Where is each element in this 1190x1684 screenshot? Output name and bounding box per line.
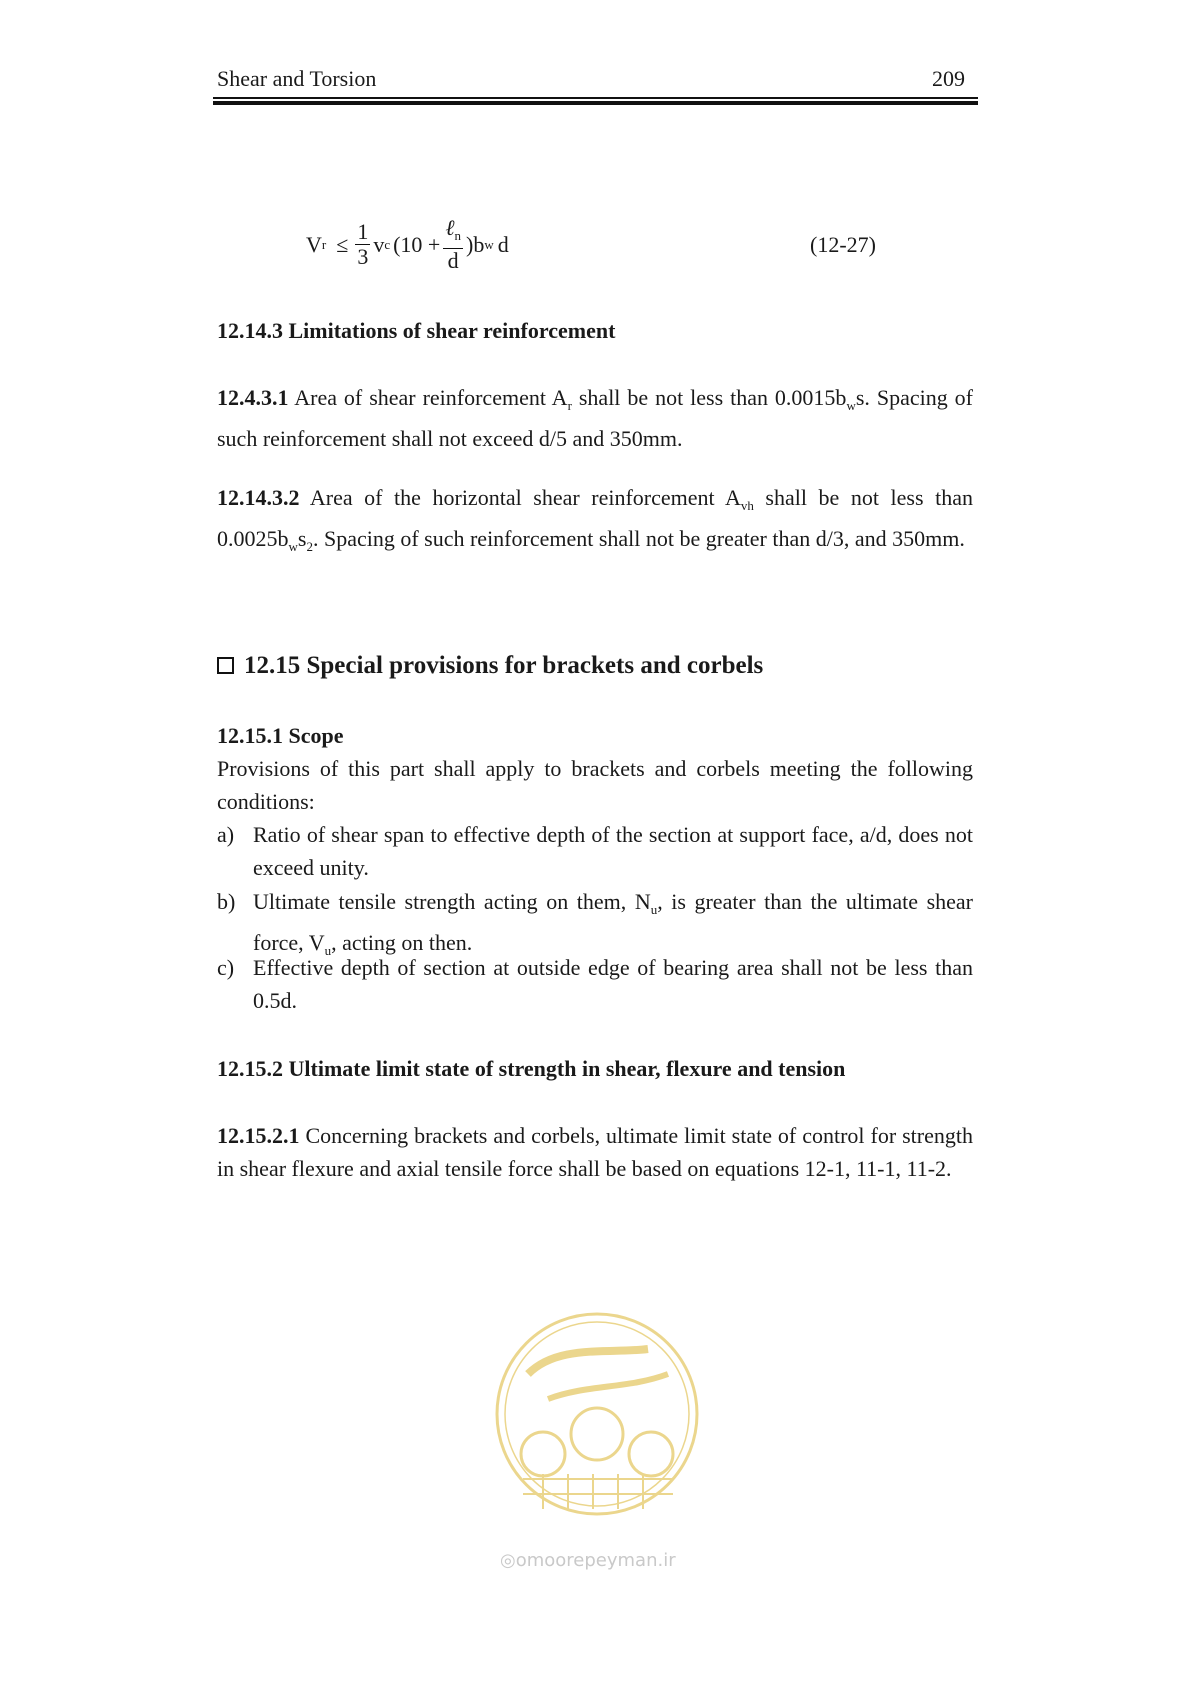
subscript: 2	[306, 539, 313, 554]
subscript: u	[324, 943, 332, 958]
list-text: Effective depth of section at outside edge of bearing area shall not be less than 0.5d.	[253, 955, 973, 1013]
eq-v: v	[373, 231, 385, 257]
list-label: a)	[217, 822, 235, 847]
equation-12-27	[306, 216, 509, 273]
checkbox-bullet-icon	[217, 657, 234, 674]
section-heading-12-15	[217, 652, 763, 680]
eq-tail: d	[497, 231, 509, 257]
eq-frac2-num-ell: ℓ	[445, 215, 455, 240]
text-run: s	[297, 526, 307, 551]
paragraph-12-4-3-1	[217, 381, 973, 455]
eq-frac1-den: 3	[357, 244, 369, 269]
text-run: Area of shear reinforcement A	[288, 385, 568, 410]
watermark-url-text: omoorepeyman.ir	[515, 1550, 676, 1571]
watermark-logo-icon	[488, 1304, 706, 1524]
subscript: r	[567, 398, 572, 413]
eq-bw-sub: w	[484, 236, 494, 252]
eq-fraction-ln-d	[443, 216, 463, 273]
text-run: Ultimate tensile strength acting on them, N	[253, 889, 651, 914]
running-header-title: Shear and Torsion	[217, 66, 377, 91]
eq-paren-open: (10 +	[393, 231, 441, 257]
header-rule-thin	[213, 97, 978, 99]
text-run: , acting on then.	[331, 930, 473, 955]
eq-lhs: V	[306, 231, 322, 257]
section-heading-text: 12.15 Special provisions for brackets and corbels	[244, 652, 764, 679]
paragraph-12-15-2-1	[217, 1119, 973, 1185]
eq-v-sub: c	[384, 236, 391, 252]
heading-12-15-2: 12.15.2 Ultimate limit state of strength in shear, flexure and tension	[217, 1056, 846, 1081]
text-run: s. Spacing of such reinforcement shall not exceed d/5 and 350mm.	[217, 385, 973, 451]
equation-number: (12-27)	[810, 232, 876, 257]
page-number: 209	[932, 66, 965, 91]
eq-frac2-den: d	[447, 248, 459, 273]
heading-12-15-1: 12.15.1 Scope	[217, 723, 344, 748]
eq-frac2-num	[443, 216, 463, 249]
subscript: w	[846, 398, 856, 413]
list-item-a	[217, 818, 973, 884]
eq-fraction-one-third	[355, 220, 370, 269]
list-label: b)	[217, 889, 236, 914]
eq-frac1-num: 1	[357, 219, 369, 244]
subscript: u	[650, 902, 658, 917]
text-run: shall be not less than 0.0025b	[217, 485, 973, 551]
subscript: w	[288, 539, 298, 554]
eq-paren-close: )b	[466, 231, 485, 257]
eq-frac2-num-sub: n	[454, 228, 461, 243]
text-run: Concerning brackets and corbels, ultimate limit state of control for strength in shear flexure and axial tensile force shall be based on equations 12-1, 11-1, 11-2.	[217, 1123, 973, 1181]
paragraph-12-14-3-2	[217, 481, 973, 563]
header-rule-thick	[213, 101, 978, 105]
text-run: shall be not less than 0.0015b	[571, 385, 847, 410]
text-run: , is greater than the ultimate shear force, V	[253, 889, 973, 955]
paragraph-label: 12.4.3.1	[217, 385, 289, 410]
heading-12-14-3: 12.14.3 Limitations of shear reinforcement	[217, 318, 616, 343]
paragraph-label: 12.15.2.1	[217, 1123, 300, 1148]
list-label: c)	[217, 955, 235, 980]
text-run: . Spacing of such reinforcement shall not be greater than d/3, and 350mm.	[312, 526, 965, 551]
subscript: vh	[740, 498, 754, 513]
list-text: Ratio of shear span to effective depth of the section at support face, a/d, does not exceed unity.	[253, 822, 973, 880]
text-run: Area of the horizontal shear reinforcement A	[299, 485, 741, 510]
eq-lhs-sub: r	[321, 236, 327, 252]
paragraph-scope-intro: Provisions of this part shall apply to brackets and corbels meeting the following conditions:	[217, 756, 973, 814]
list-item-c	[217, 951, 973, 1017]
watermark-url: ◎omoorepeyman.ir	[500, 1550, 676, 1571]
eq-relation: ≤	[336, 231, 349, 257]
paragraph-label: 12.14.3.2	[217, 485, 300, 510]
